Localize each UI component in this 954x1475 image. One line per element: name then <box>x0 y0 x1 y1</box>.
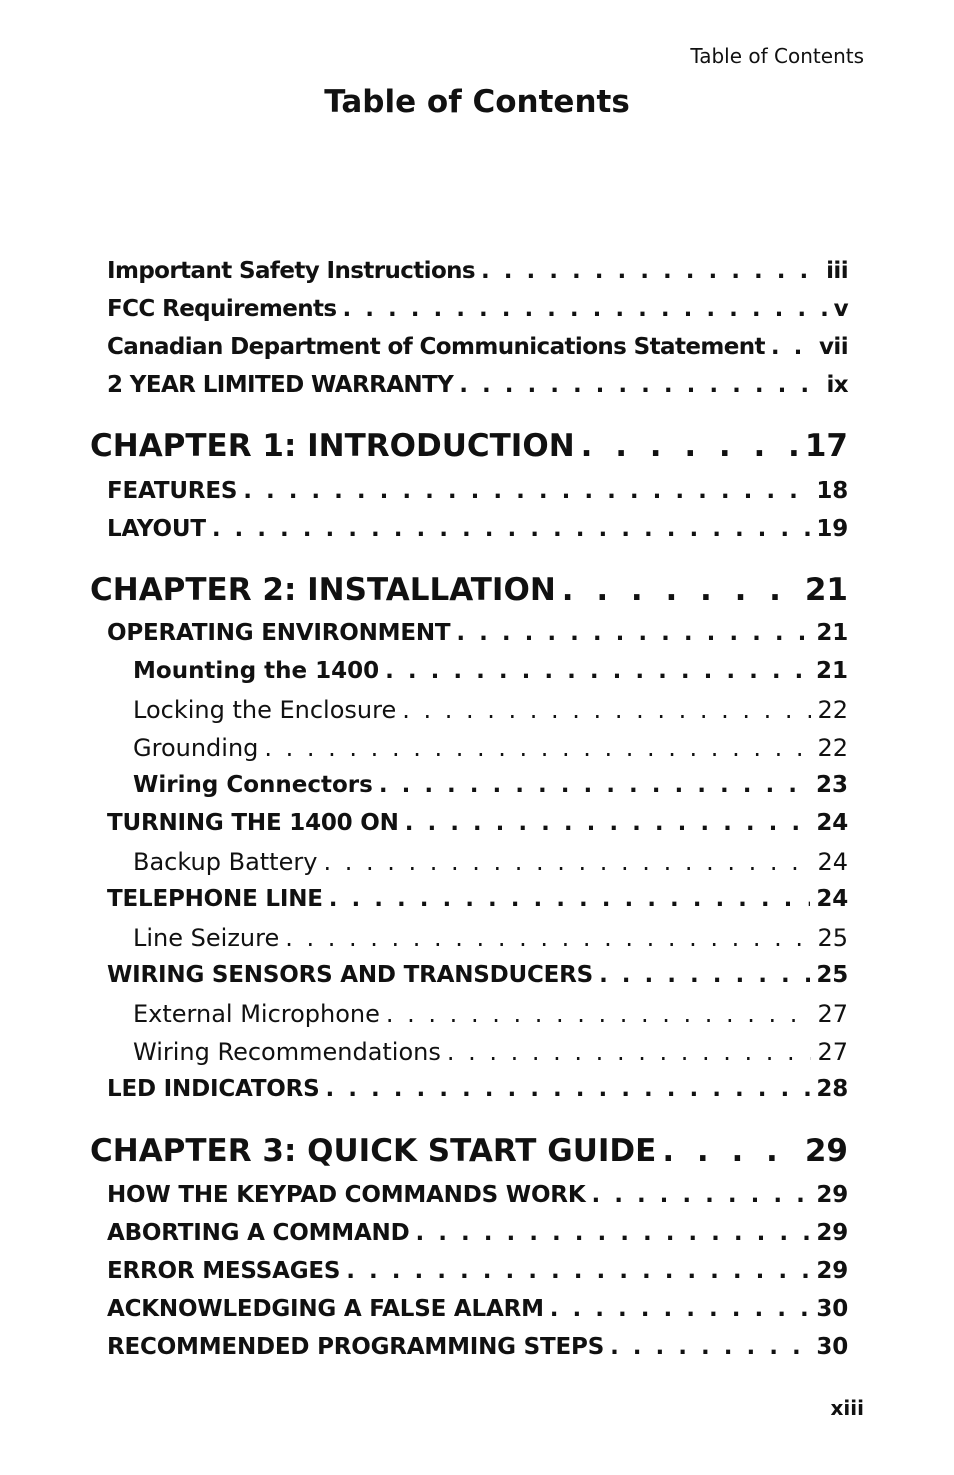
page-title: Table of Contents <box>324 84 630 120</box>
toc-entry-label: LED INDICATORS <box>107 1076 320 1102</box>
toc-entry-locking-enclosure[interactable] <box>133 696 848 724</box>
toc-chapter-label: CHAPTER 1: INTRODUCTION <box>90 428 575 464</box>
toc-entry-external-microphone[interactable] <box>133 1000 848 1028</box>
toc-entry-wiring-connectors[interactable] <box>133 772 848 798</box>
toc-entry-page: 21 <box>815 658 848 684</box>
toc-entry-aborting-command[interactable] <box>107 1220 848 1246</box>
toc-entry-false-alarm[interactable] <box>107 1296 848 1322</box>
dot-leader <box>662 1133 799 1169</box>
toc-entry-page: 23 <box>815 772 848 798</box>
toc-chapter-page: 21 <box>804 572 848 608</box>
toc-entry-label: WIRING SENSORS AND TRANSDUCERS <box>107 962 594 988</box>
toc-entry-label: Wiring Connectors <box>133 772 373 798</box>
toc-entry-page: iii <box>826 258 848 284</box>
running-header: Table of Contents <box>690 44 864 68</box>
dot-leader <box>610 1334 810 1360</box>
toc-entry-canadian-doc-statement[interactable] <box>107 334 848 360</box>
toc-entry-label: LAYOUT <box>107 516 206 542</box>
toc-entry-label: 2 YEAR LIMITED WARRANTY <box>107 372 454 398</box>
dot-leader <box>581 428 799 464</box>
toc-entry-page: vii <box>819 334 848 360</box>
toc-entry-safety-instructions[interactable] <box>107 258 848 284</box>
toc-entry-layout[interactable] <box>107 516 848 542</box>
toc-entry-label: Locking the Enclosure <box>133 696 397 724</box>
dot-leader <box>342 296 827 322</box>
toc-entry-page: 29 <box>816 1182 848 1208</box>
dot-leader <box>385 658 810 684</box>
dot-leader <box>771 334 813 360</box>
toc-entry-label: ABORTING A COMMAND <box>107 1220 410 1246</box>
dot-leader <box>329 886 811 912</box>
toc-entry-label: Wiring Recommendations <box>133 1038 441 1066</box>
toc-entry-page: 25 <box>816 962 848 988</box>
toc-entry-label: Canadian Department of Communications Statement <box>107 334 765 360</box>
toc-entry-limited-warranty[interactable] <box>107 372 848 398</box>
toc-entry-led-indicators[interactable] <box>107 1076 848 1102</box>
toc-entry-page: ix <box>826 372 848 398</box>
toc-entry-label: ACKNOWLEDGING A FALSE ALARM <box>107 1296 544 1322</box>
toc-entry-label: ERROR MESSAGES <box>107 1258 341 1284</box>
toc-entry-wiring-sensors[interactable] <box>107 962 848 988</box>
toc-entry-label: FCC Requirements <box>107 296 337 322</box>
toc-entry-keypad-commands[interactable] <box>107 1182 848 1208</box>
toc-entry-page: v <box>833 296 848 322</box>
dot-leader <box>323 848 811 876</box>
dot-leader <box>550 1296 811 1322</box>
toc-entry-telephone-line[interactable] <box>107 886 848 912</box>
dot-leader <box>402 696 811 724</box>
dot-leader <box>243 478 810 504</box>
dot-leader <box>459 372 820 398</box>
toc-entry-wiring-recommendations[interactable] <box>133 1038 848 1066</box>
toc-entry-label: OPERATING ENVIRONMENT <box>107 620 451 646</box>
toc-entry-page: 22 <box>817 696 848 724</box>
dot-leader <box>481 258 820 284</box>
toc-entry-page: 30 <box>816 1334 848 1360</box>
toc-entry-label: Mounting the 1400 <box>133 658 380 684</box>
dot-leader <box>591 1182 810 1208</box>
toc-entry-label: External Microphone <box>133 1000 380 1028</box>
dot-leader <box>562 572 799 608</box>
toc-entry-page: 27 <box>817 1000 848 1028</box>
toc-entry-page: 22 <box>817 734 848 762</box>
toc-chapter-1[interactable] <box>90 428 848 464</box>
toc-chapter-page: 29 <box>804 1133 848 1169</box>
toc-entry-page: 24 <box>817 848 848 876</box>
dot-leader <box>405 810 811 836</box>
toc-entry-grounding[interactable] <box>133 734 848 762</box>
toc-entry-label: HOW THE KEYPAD COMMANDS WORK <box>107 1182 586 1208</box>
toc-entry-label: RECOMMENDED PROGRAMMING STEPS <box>107 1334 605 1360</box>
toc-chapter-page: 17 <box>804 428 848 464</box>
dot-leader <box>456 620 810 646</box>
toc-entry-page: 27 <box>817 1038 848 1066</box>
dot-leader <box>264 734 811 762</box>
toc-entry-error-messages[interactable] <box>107 1258 848 1284</box>
dot-leader <box>379 772 810 798</box>
toc-entry-backup-battery[interactable] <box>133 848 848 876</box>
toc-entry-page: 24 <box>816 886 848 912</box>
toc-entry-programming-steps[interactable] <box>107 1334 848 1360</box>
toc-entry-label: TELEPHONE LINE <box>107 886 323 912</box>
toc-entry-page: 28 <box>816 1076 848 1102</box>
toc-entry-page: 29 <box>816 1258 848 1284</box>
toc-entry-label: Grounding <box>133 734 259 762</box>
dot-leader <box>599 962 810 988</box>
dot-leader <box>416 1220 811 1246</box>
toc-entry-page: 21 <box>816 620 848 646</box>
toc-entry-mounting[interactable] <box>133 658 848 684</box>
toc-entry-turning-on[interactable] <box>107 810 848 836</box>
dot-leader <box>326 1076 811 1102</box>
dot-leader <box>212 516 811 542</box>
toc-entry-label: TURNING THE 1400 ON <box>107 810 399 836</box>
toc-entry-label: Important Safety Instructions <box>107 258 476 284</box>
toc-entry-operating-environment[interactable] <box>107 620 848 646</box>
toc-chapter-label: CHAPTER 3: QUICK START GUIDE <box>90 1133 657 1169</box>
toc-entry-label: FEATURES <box>107 478 238 504</box>
toc-entry-page: 25 <box>817 924 848 952</box>
dot-leader <box>386 1000 812 1028</box>
toc-chapter-3[interactable] <box>90 1133 848 1169</box>
dot-leader <box>447 1038 812 1066</box>
dot-leader <box>285 924 811 952</box>
toc-chapter-2[interactable] <box>90 572 848 608</box>
toc-entry-page: 24 <box>816 810 848 836</box>
toc-entry-page: 30 <box>816 1296 848 1322</box>
dot-leader <box>346 1258 810 1284</box>
toc-entry-label: Backup Battery <box>133 848 318 876</box>
toc-entry-page: 29 <box>816 1220 848 1246</box>
toc-entry-fcc-requirements[interactable] <box>107 296 848 322</box>
toc-entry-line-seizure[interactable] <box>133 924 848 952</box>
toc-entry-page: 19 <box>816 516 848 542</box>
toc-entry-features[interactable] <box>107 478 848 504</box>
toc-chapter-label: CHAPTER 2: INSTALLATION <box>90 572 556 608</box>
toc-entry-page: 18 <box>816 478 848 504</box>
toc-entry-label: Line Seizure <box>133 924 280 952</box>
page-number: xiii <box>830 1396 864 1420</box>
